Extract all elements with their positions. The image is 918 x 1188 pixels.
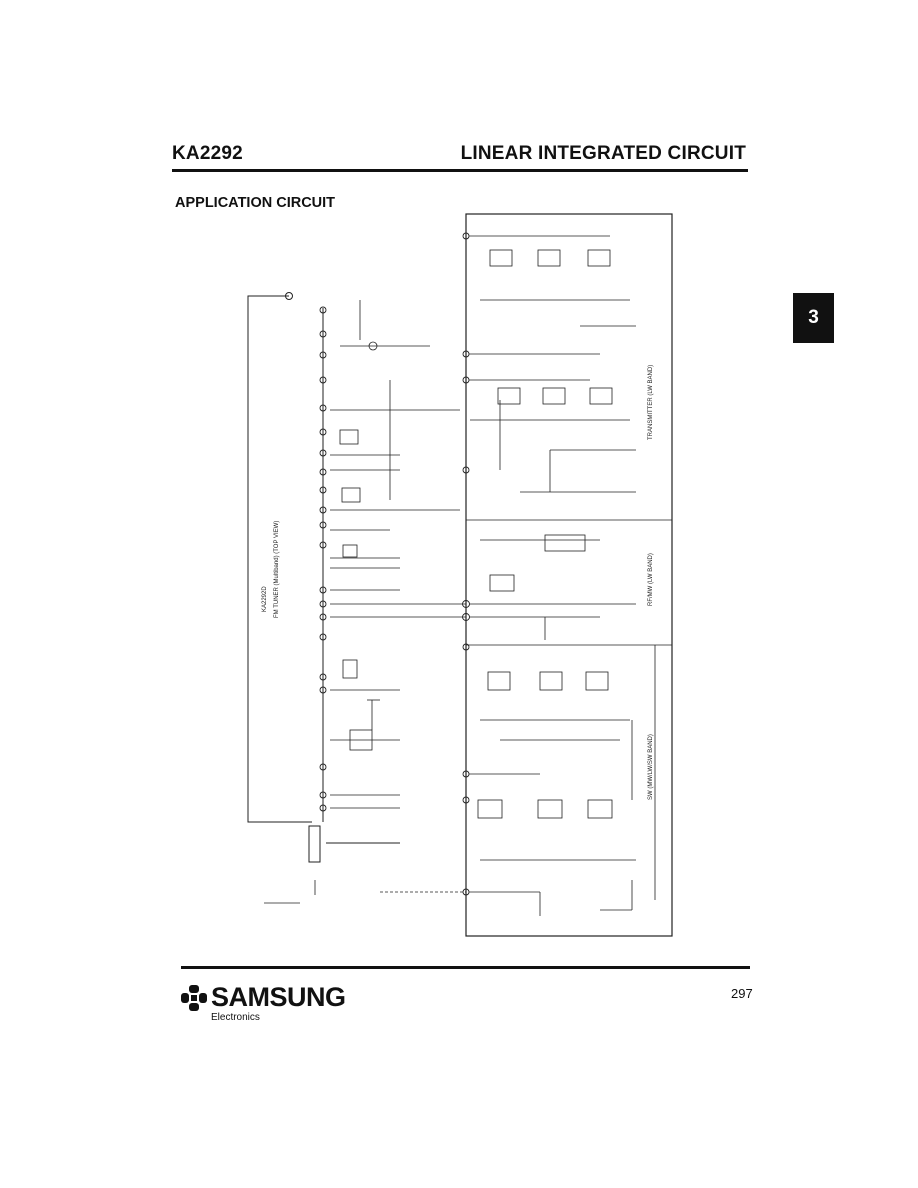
band-label-2: RF/MW (LW BAND) [648, 553, 654, 606]
samsung-emblem-icon [180, 984, 208, 1012]
brand-subtitle: Electronics [211, 1012, 260, 1023]
part-number: KA2292 [172, 143, 243, 164]
document-category: LINEAR INTEGRATED CIRCUIT [460, 143, 746, 164]
ic-sublabel: FM TUNER (Multiband) (TOP VIEW) [274, 520, 280, 618]
brand-name: SAMSUNG [211, 982, 346, 1012]
band-label-1: TRANSMITTER (LW BAND) [648, 364, 654, 440]
band-label-3: SW (MW/LW/SW BAND) [648, 734, 654, 800]
chapter-tab: 3 [793, 293, 834, 343]
page-number: 297 [731, 986, 753, 1001]
footer-rule [181, 966, 750, 969]
ic-label: KA2292D [262, 586, 268, 612]
section-title: APPLICATION CIRCUIT [175, 195, 336, 211]
